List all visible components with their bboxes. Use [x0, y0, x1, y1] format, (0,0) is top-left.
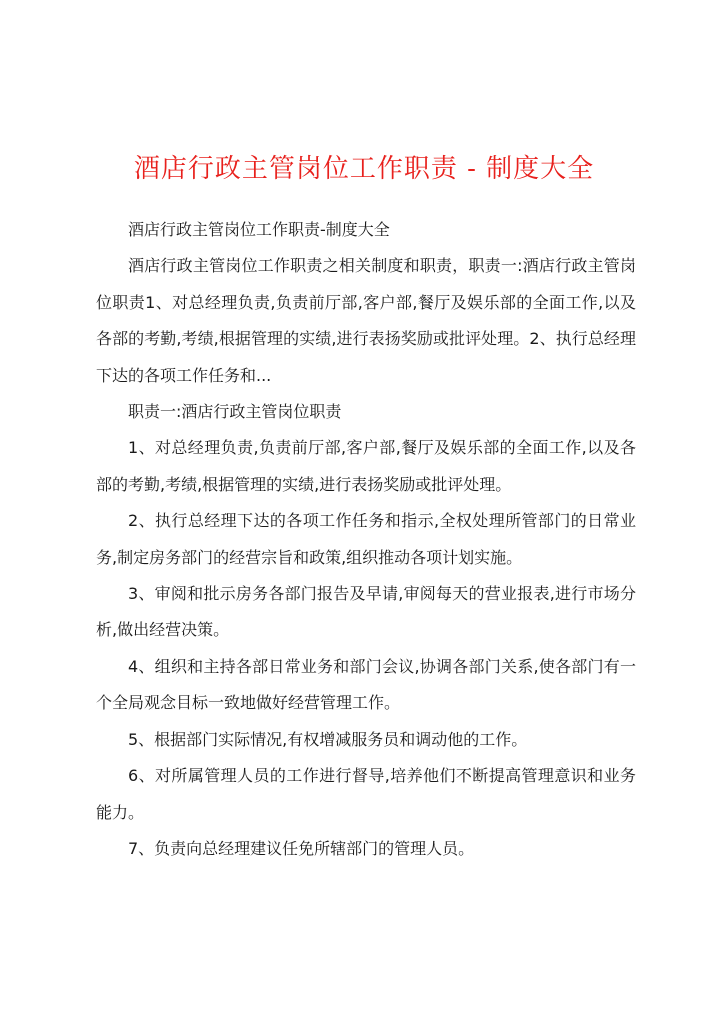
paragraph-duty-4: 4、组织和主持各部日常业务和部门会议,协调各部门关系,使各部门有一个全局观念目标一致地做好经营管理工作。 — [96, 656, 636, 713]
document-body — [96, 212, 636, 867]
paragraph-duty-1: 1、对总经理负责,负责前厅部,客户部,餐厅及娱乐部的全面工作,以及各部的考勤,考绩,根据管理的实绩,进行表扬奖励或批评处理。 — [96, 438, 636, 494]
paragraph-duty-5: 5、根据部门实际情况,有权增减服务员和调动他的工作。 — [128, 729, 528, 749]
paragraph-duty-3: 3、审阅和批示房务各部门报告及早请,审阅每天的营业报表,进行市场分析,做出经营决策。 — [96, 584, 636, 640]
paragraph-subtitle: 酒店行政主管岗位工作职责-制度大全 — [128, 220, 390, 239]
paragraph-duty-2: 2、执行总经理下达的各项工作任务和指示,全权处理所管部门的日常业务,制定房务部门的经营宗旨和政策,组织推动各项计划实施。 — [96, 511, 636, 567]
paragraph-summary: 酒店行政主管岗位工作职责之相关制度和职责，职责一:酒店行政主管岗位职责1、对总经理负责,负责前厅部,客户部,餐厅及娱乐部的全面工作,以及各部的考勤,考绩,根据管理的实绩,进行表扬奖励或批评处理。2、执行总经理下达的各项工作任务和... — [96, 256, 636, 385]
paragraph-section-heading: 职责一:酒店行政主管岗位职责 — [128, 402, 342, 422]
document-title: 酒店行政主管岗位工作职责 - 制度大全 — [133, 154, 595, 184]
paragraph-duty-7: 7、负责向总经理建议任免所辖部门的管理人员。 — [128, 838, 475, 858]
paragraph-duty-6: 6、对所属管理人员的工作进行督导,培养他们不断提高管理意识和业务能力。 — [96, 766, 636, 822]
